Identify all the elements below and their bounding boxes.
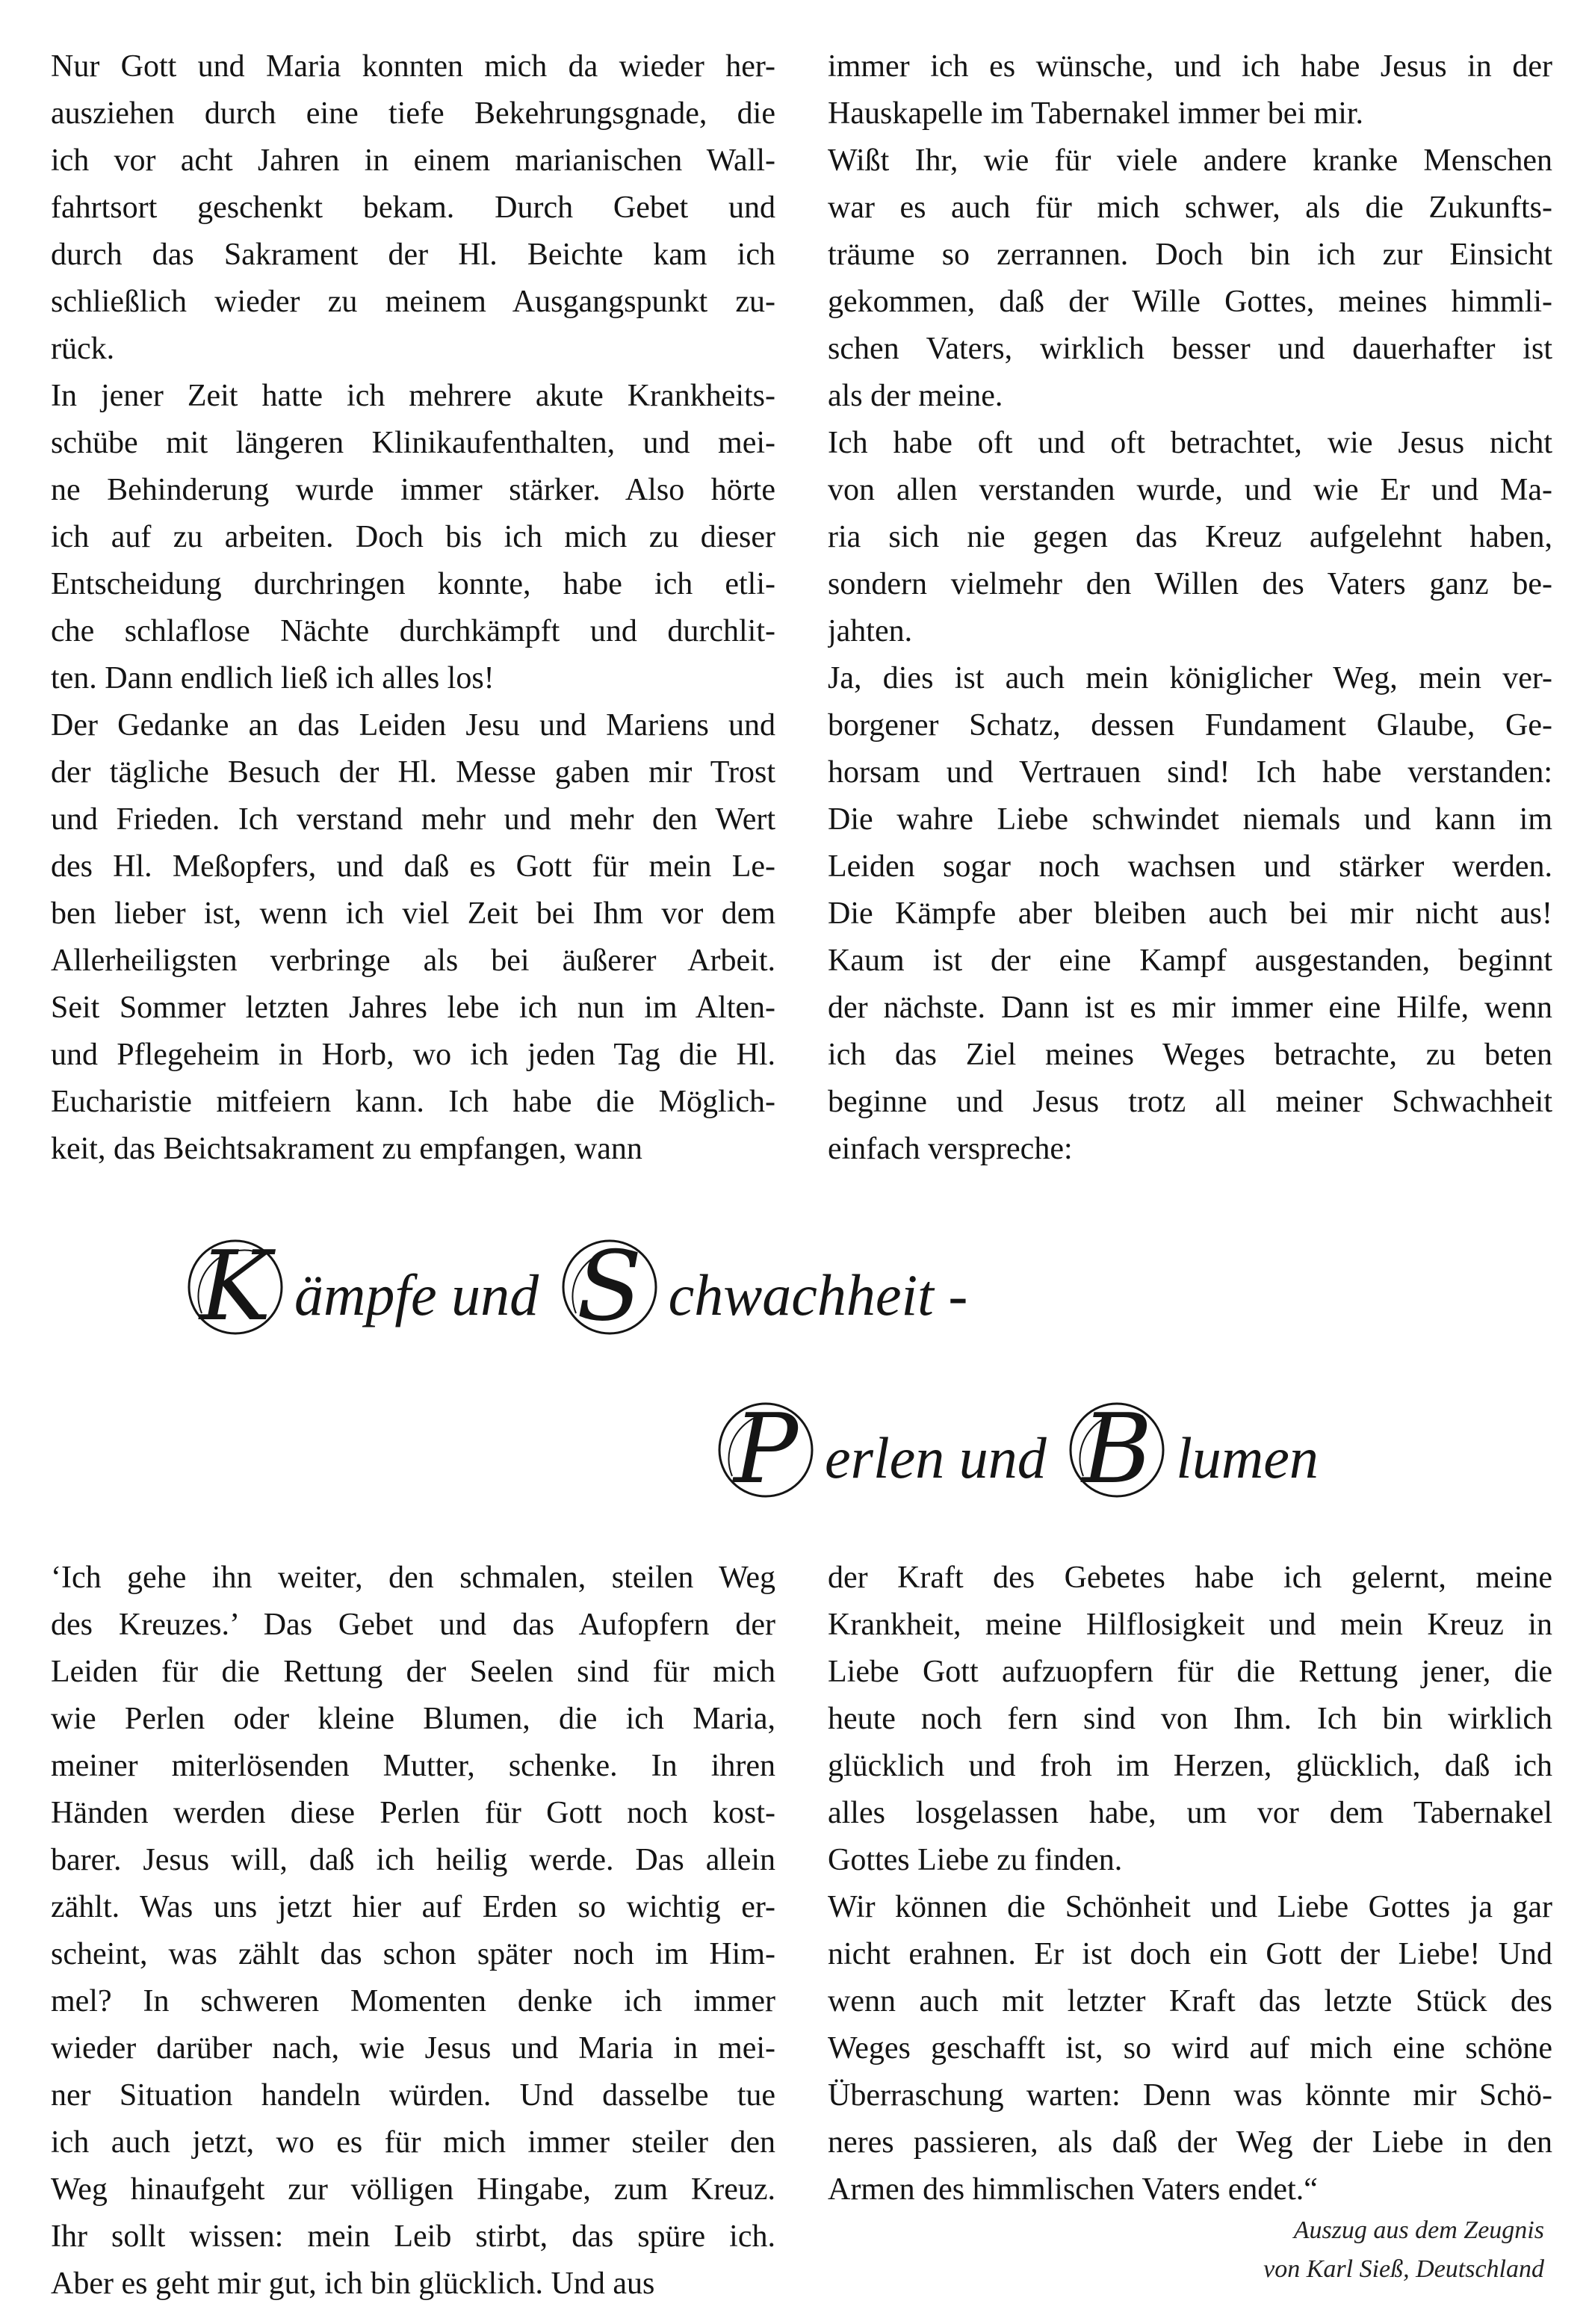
text-line: war es auch für mich schwer, als die Zukunfts- <box>828 190 1552 225</box>
text-line: Allerheiligsten verbringe als bei äußerer Arbeit. <box>51 943 775 978</box>
text-line: fahrtsort geschenkt bekam. Durch Gebet und <box>51 190 775 225</box>
text-line: als der meine. <box>828 379 1003 413</box>
text-line: glücklich und froh im Herzen, glücklich, daß ich <box>828 1749 1552 1783</box>
top-left-column <box>51 43 775 1173</box>
text-line: ich das Ziel meines Weges betrachte, zu beten <box>828 1038 1552 1072</box>
text-line: Wißt Ihr, wie für viele andere kranke Menschen <box>828 143 1552 178</box>
text-line: schließlich wieder zu meinem Ausgangspunkt zu- <box>51 285 775 319</box>
top-right-column <box>828 43 1552 1173</box>
text-line: ich auf zu arbeiten. Doch bis ich mich zu dieser <box>51 520 775 554</box>
text-line: che schlaflose Nächte durchkämpft und durchlit- <box>51 614 775 648</box>
title-text: lumen <box>1176 1425 1319 1490</box>
text-line: Nur Gott und Maria konnten mich da wieder her- <box>51 49 775 84</box>
text-line: meiner miterlösenden Mutter, schenke. In ihren <box>51 1749 775 1783</box>
text-line: von allen verstanden wurde, und wie Er und Ma- <box>828 473 1552 507</box>
text-line: Überraschung warten: Denn was könnte mir Schö- <box>828 2078 1552 2113</box>
text-line: In jener Zeit hatte ich mehrere akute Krankheits- <box>51 379 775 413</box>
text-line: Weg hinaufgeht zur völligen Hingabe, zum Kreuz. <box>51 2172 775 2207</box>
text-line: ne Behinderung wurde immer stärker. Also hörte <box>51 473 775 507</box>
text-line: der nächste. Dann ist es mir immer eine Hilfe, wenn <box>828 991 1552 1025</box>
text-line: Gottes Liebe zu finden. <box>828 1843 1123 1877</box>
title-text: erlen und <box>825 1425 1062 1490</box>
initial-letter: P <box>733 1394 799 1505</box>
text-line: wieder darüber nach, wie Jesus und Maria in mei- <box>51 2031 775 2066</box>
text-line: rück. <box>51 332 115 366</box>
title-line-2 <box>710 1394 1319 1506</box>
text-line: schen Vaters, wirklich besser und dauerhafter ist <box>828 332 1552 366</box>
text-line: jahten. <box>828 614 913 648</box>
text-line: sondern vielmehr den Willen des Vaters ganz be- <box>828 567 1552 601</box>
text-line: Entscheidung durchringen konnte, habe ich etli- <box>51 567 775 601</box>
ornamental-initial-k <box>179 1231 291 1343</box>
text-line: der tägliche Besuch der Hl. Messe gaben mir Trost <box>51 755 775 790</box>
title-text: chwachheit - <box>668 1262 968 1327</box>
text-line: nicht erahnen. Er ist doch ein Gott der Liebe! Und <box>828 1937 1552 1971</box>
text-line: Ihr sollt wissen: mein Leib stirbt, das spüre ich. <box>51 2219 775 2254</box>
text-line: keit, das Beichtsakrament zu empfangen, wann <box>51 1132 642 1166</box>
text-line: Die Kämpfe aber bleiben auch bei mir nicht aus! <box>828 896 1552 931</box>
text-line: Hauskapelle im Tabernakel immer bei mir. <box>828 96 1364 131</box>
text-line: Leiden sogar noch wachsen und stärker werden. <box>828 849 1552 884</box>
text-line: und Frieden. Ich verstand mehr und mehr den Wert <box>51 802 775 837</box>
text-line: ich auch jetzt, wo es für mich immer steiler den <box>51 2125 775 2160</box>
credit-line-1: Auszug aus dem Zeugnis <box>1293 2216 1544 2244</box>
text-line: horsam und Vertrauen sind! Ich habe verstanden: <box>828 755 1552 790</box>
text-line: beginne und Jesus trotz all meiner Schwachheit <box>828 1085 1552 1119</box>
text-line: ria sich nie gegen das Kreuz aufgelehnt haben, <box>828 520 1552 554</box>
text-line: alles losgelassen habe, um vor dem Tabernakel <box>828 1796 1552 1830</box>
text-line: heute noch fern sind von Ihm. Ich bin wirklich <box>828 1702 1552 1736</box>
text-line: wenn auch mit letzter Kraft das letzte Stück des <box>828 1984 1552 2018</box>
title-text: ämpfe und <box>294 1262 554 1327</box>
text-line: Krankheit, meine Hilflosigkeit und mein Kreuz in <box>828 1608 1552 1642</box>
initial-letter: S <box>576 1231 642 1342</box>
text-line: träume so zerrannen. Doch bin ich zur Einsicht <box>828 238 1552 272</box>
text-line: des Kreuzes.’ Das Gebet und das Aufopfern der <box>51 1608 775 1642</box>
text-line: gekommen, daß der Wille Gottes, meines himmli- <box>828 285 1552 319</box>
text-line: Händen werden diese Perlen für Gott noch kost- <box>51 1796 775 1830</box>
text-line: barer. Jesus will, daß ich heilig werde. Das allein <box>51 1843 775 1877</box>
text-line: ausziehen durch eine tiefe Bekehrungsgnade, die <box>51 96 775 131</box>
text-line: zählt. Was uns jetzt hier auf Erden so wichtig er- <box>51 1890 775 1924</box>
text-line: ten. Dann endlich ließ ich alles los! <box>51 661 495 695</box>
text-line: Armen des himmlischen Vaters endet.“ <box>828 2172 1318 2207</box>
text-line: neres passieren, als daß der Weg der Liebe in den <box>828 2125 1552 2160</box>
text-line: Der Gedanke an das Leiden Jesu und Mariens und <box>51 708 775 743</box>
text-line: wie Perlen oder kleine Blumen, die ich Maria, <box>51 1702 775 1736</box>
text-line: einfach verspreche: <box>828 1132 1073 1166</box>
text-line: immer ich es wünsche, und ich habe Jesus in der <box>828 49 1552 84</box>
text-line: des Hl. Meßopfers, und daß es Gott für mein Le- <box>51 849 775 884</box>
text-line: Seit Sommer letzten Jahres lebe ich nun im Alten- <box>51 991 775 1025</box>
text-line: durch das Sakrament der Hl. Beichte kam ich <box>51 238 775 272</box>
bottom-left-column <box>51 1555 775 2308</box>
initial-letter: K <box>199 1231 271 1342</box>
text-line: der Kraft des Gebetes habe ich gelernt, meine <box>828 1561 1552 1595</box>
text-line: Aber es geht mir gut, ich bin glücklich. Und aus <box>51 2266 655 2301</box>
text-line: und Pflegeheim in Horb, wo ich jeden Tag die Hl. <box>51 1038 775 1072</box>
bottom-right-column <box>828 1555 1552 2213</box>
text-line: Ich habe oft und oft betrachtet, wie Jesus nicht <box>828 426 1552 460</box>
text-line: Leiden für die Rettung der Seelen sind für mich <box>51 1655 775 1689</box>
text-line: Kaum ist der eine Kampf ausgestanden, beginnt <box>828 943 1552 978</box>
text-line: scheint, was zählt das schon später noch im Him- <box>51 1937 775 1971</box>
text-line: Liebe Gott aufzuopfern für die Rettung jener, die <box>828 1655 1552 1689</box>
ornamental-initial-s <box>554 1231 666 1343</box>
text-line: ich vor acht Jahren in einem marianischen Wall- <box>51 143 775 178</box>
credit-line-2: von Karl Sieß, Deutschland <box>1263 2255 1544 2283</box>
text-line: mel? In schweren Momenten denke ich immer <box>51 1984 775 2018</box>
text-line: borgener Schatz, dessen Fundament Glaube, Ge- <box>828 708 1552 743</box>
text-line: Eucharistie mitfeiern kann. Ich habe die Möglich- <box>51 1085 775 1119</box>
text-line: Weges geschafft ist, so wird auf mich eine schöne <box>828 2031 1552 2066</box>
text-line: ben lieber ist, wenn ich viel Zeit bei Ihm vor dem <box>51 896 775 931</box>
text-line: ‘Ich gehe ihn weiter, den schmalen, steilen Weg <box>51 1561 775 1595</box>
text-line: ner Situation handeln würden. Und dasselbe tue <box>51 2078 775 2113</box>
title-line-1 <box>179 1231 967 1343</box>
text-line: schübe mit längeren Klinikaufenthalten, und mei- <box>51 426 775 460</box>
text-line: Wir können die Schönheit und Liebe Gottes ja gar <box>828 1890 1552 1924</box>
initial-letter: B <box>1082 1394 1153 1505</box>
ornamental-initial-p <box>710 1394 822 1506</box>
text-line: Die wahre Liebe schwindet niemals und kann im <box>828 802 1552 837</box>
ornamental-initial-b <box>1061 1394 1173 1506</box>
text-line: Ja, dies ist auch mein königlicher Weg, mein ver- <box>828 661 1552 695</box>
